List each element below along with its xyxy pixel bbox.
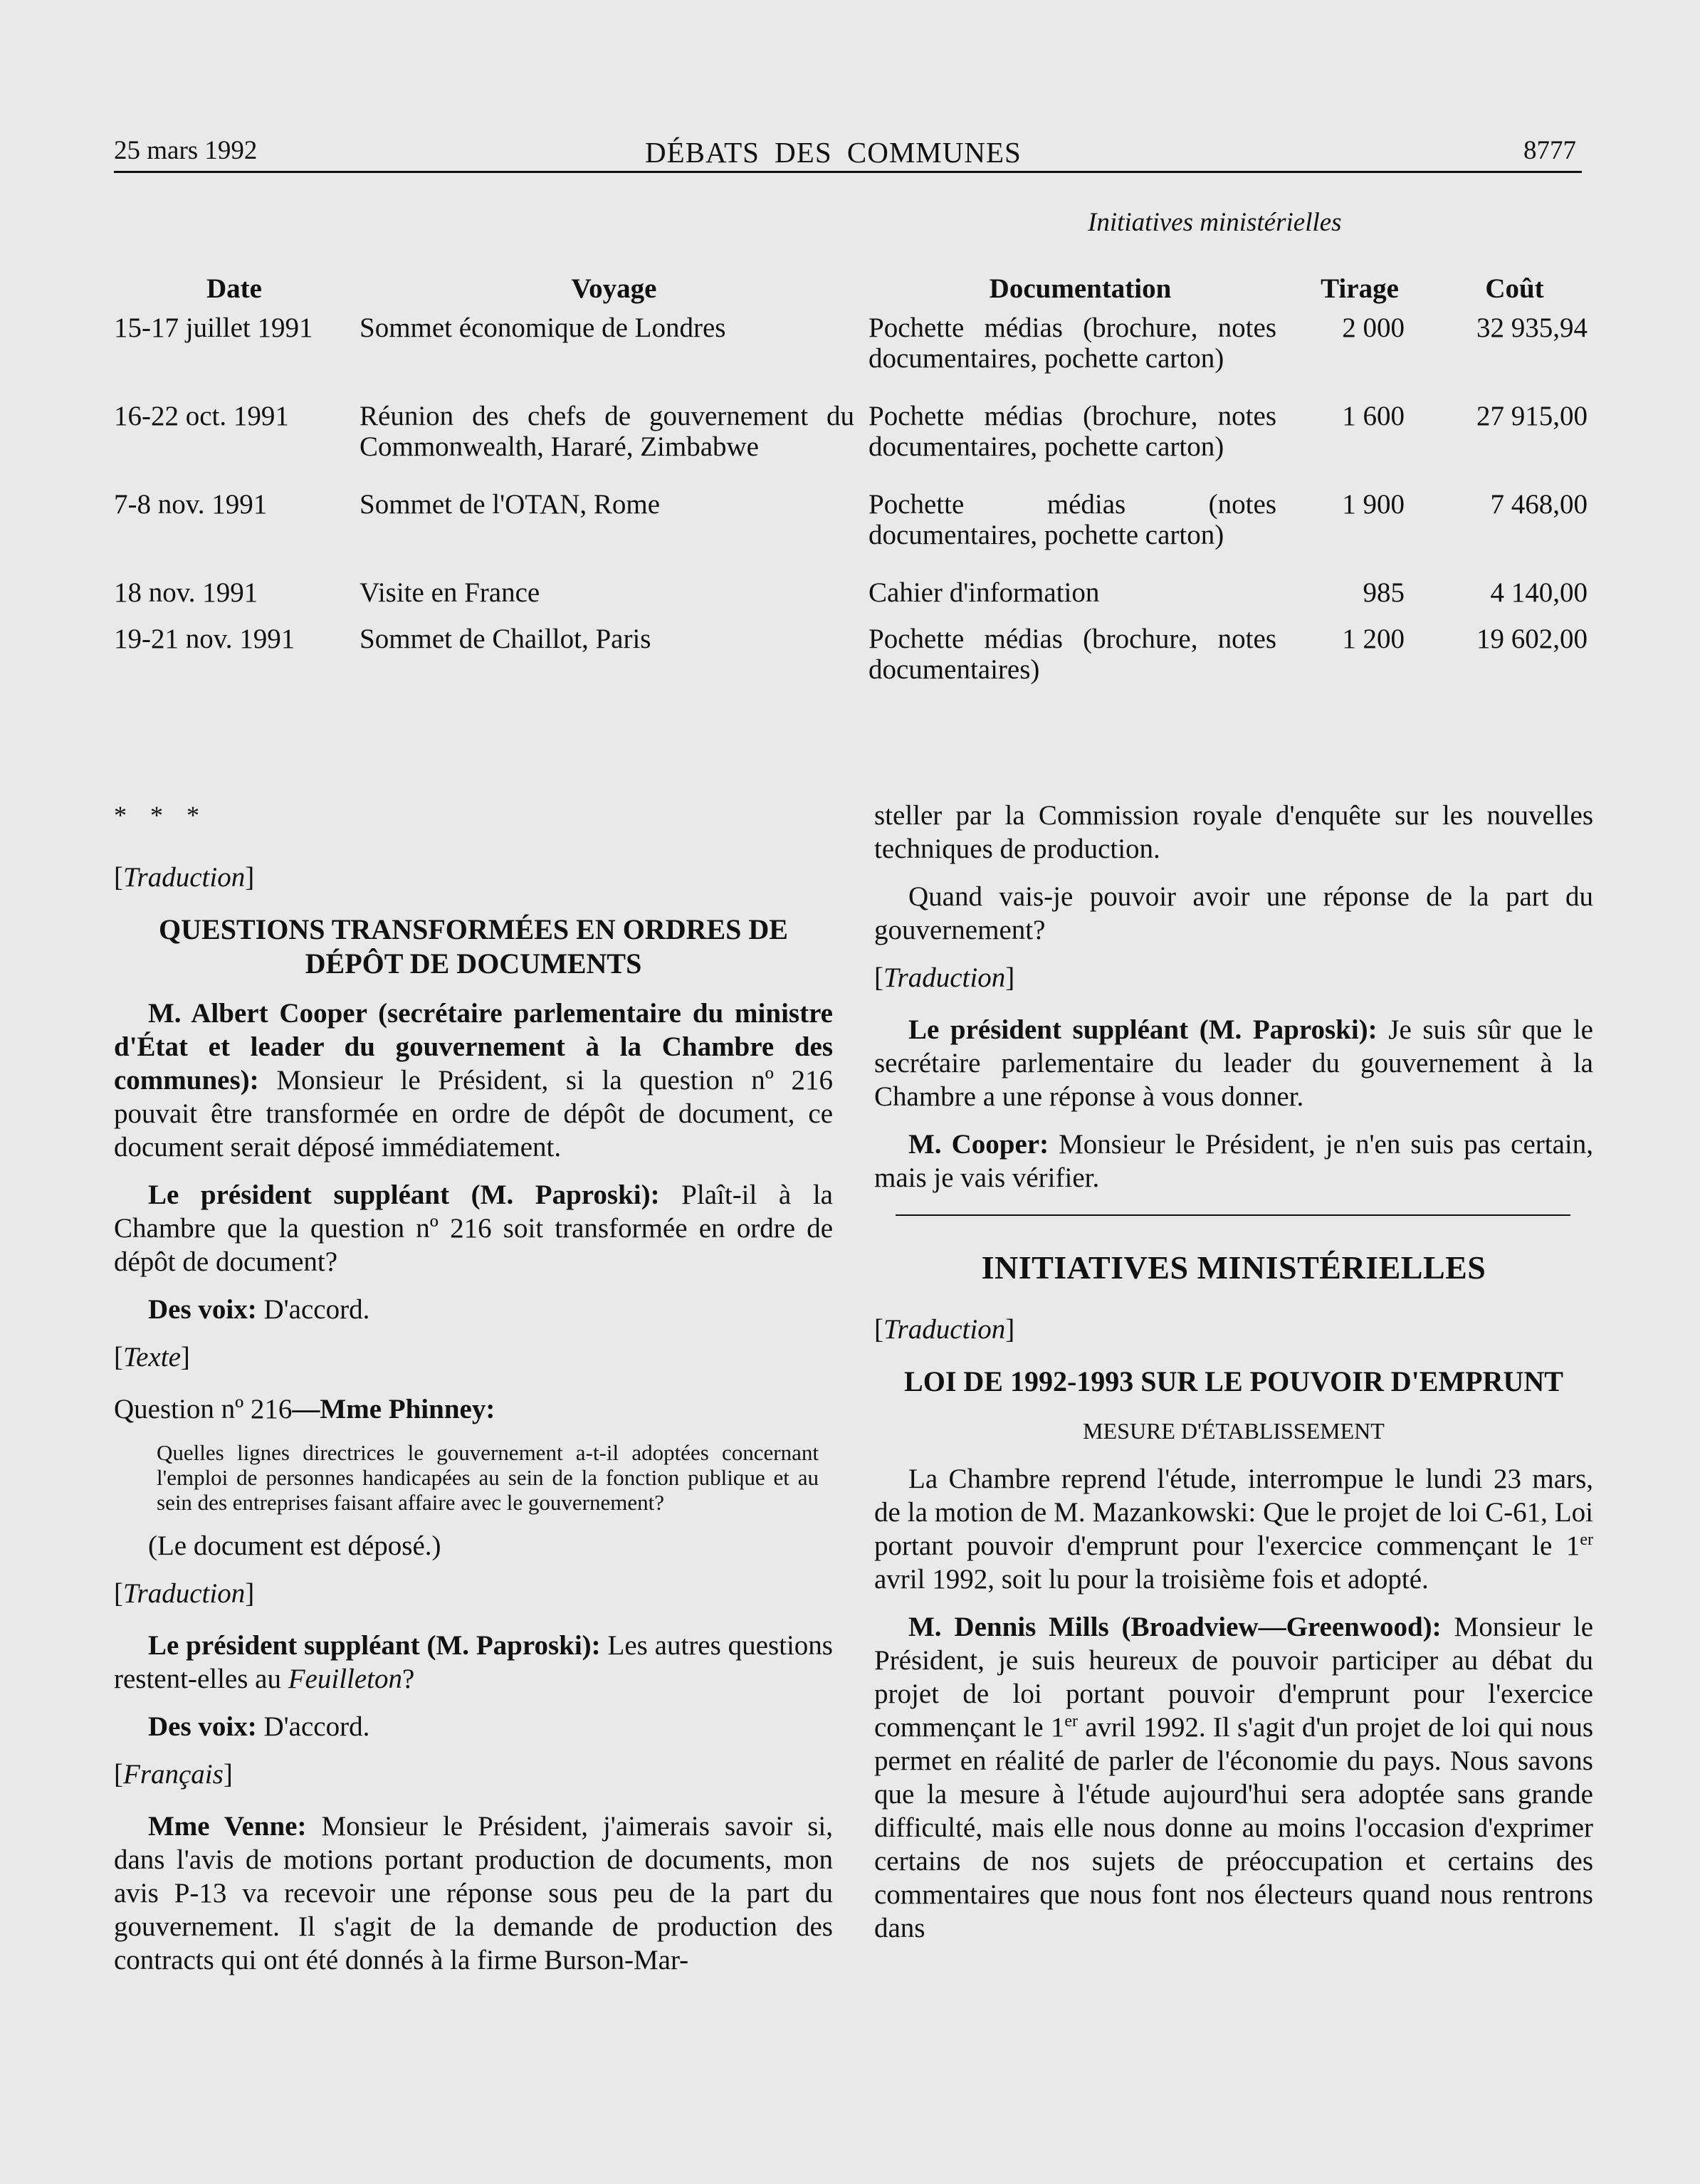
documentation-cell: Pochette médias (brochure, notes documentaires, pochette carton)	[869, 313, 1276, 374]
paragraph: Le président suppléant (M. Paproski): Plaît-il à la Chambre que la question nº 216 soit transformée en ordre de dépôt de document?	[114, 1180, 833, 1277]
section-rule	[896, 1214, 1570, 1216]
paragraph-continuation: steller par la Commission royale d'enquête sur les nouvelles techniques de production.	[874, 800, 1593, 864]
speaker-name: M. Albert Cooper (secrétaire parlementaire du ministre d'État et leader du gouvernement à la Chambre des communes):	[114, 998, 833, 1096]
date-cell: 18 nov. 1991	[114, 577, 258, 608]
left-column	[114, 799, 833, 1977]
speaker-name: M. Dennis Mills (Broadview—Greenwood):	[908, 1612, 1442, 1642]
table-row	[114, 624, 1602, 712]
tirage-cell: 2 000	[1342, 313, 1405, 343]
speaker-name: Le président suppléant (M. Paproski):	[148, 1180, 660, 1210]
voyage-cell: Sommet de l'OTAN, Rome	[360, 489, 661, 520]
table-row	[114, 577, 1602, 624]
header-date: 25 mars 1992	[114, 136, 258, 165]
translation-tag: [Traduction]	[114, 862, 255, 893]
column-header: Tirage	[1321, 273, 1399, 304]
documentation-cell: Pochette médias (brochure, notes documentaires, pochette carton)	[869, 401, 1276, 462]
text-tag: [Texte]	[114, 1342, 190, 1372]
paragraph: M. Dennis Mills (Broadview—Greenwood): Monsieur le Président, je suis heureux de pouvoir participer au débat du projet de loi portant pouvoir d'emprunt pour l'exercice commençant le 1er avril 1992. Il s'agit d'un projet de loi qui nous permet en réalité de parler de l'économie du pays. Nous savons que la mesure à l'étude aujourd'hui sera adoptée sans grande difficulté, mais elle nous donne au moins l'occasion d'exprimer certains de nos sujets de préoccupation et certains des commentaires que nous font nos électeurs quand nous rentrons dans	[874, 1612, 1594, 1943]
paragraph: Mme Venne: Monsieur le Président, j'aimerais savoir si, dans l'avis de motions portant production de documents, mon avis P-13 va recevoir une réponse sous peu de la part du gouvernement. Il s'agit de la demande de production des contracts qui ont été donnés à la firme Burson-Mar-	[114, 1811, 833, 1975]
tirage-cell: 1 900	[1342, 489, 1405, 520]
speaker-name: Mme Venne:	[148, 1811, 307, 1842]
paragraph: Des voix: D'accord.	[148, 1294, 370, 1325]
cout-cell: 7 468,00	[1490, 489, 1588, 520]
question-text: Quelles lignes directrices le gouvernement a-t-il adoptées concernant l'emploi de personnes handicapées au sein de la fonction publique et au sein des entreprises faisant affaire avec le gouvernement?	[157, 1440, 819, 1515]
translation-tag: [Traduction]	[874, 1314, 1015, 1345]
header-rule	[114, 171, 1582, 173]
table-row	[114, 313, 1602, 401]
paragraph: Des voix: D'accord.	[148, 1711, 370, 1742]
section-heading: QUESTIONS TRANSFORMÉES EN ORDRES DE DÉPÔT DE DOCUMENTS	[159, 913, 788, 980]
voyage-cell: Visite en France	[360, 577, 540, 608]
section-stars: * * *	[114, 801, 208, 829]
documentation-cell: Pochette médias (brochure, notes documentaires)	[869, 624, 1276, 685]
question-line: Question nº 216—Mme Phinney:	[114, 1394, 495, 1424]
table-header-row	[114, 263, 1602, 313]
paragraph: La Chambre reprend l'étude, interrompue le lundi 23 mars, de la motion de M. Mazankowski: Que le projet de loi C-61, Loi portant pouvoir d'emprunt pour l'exercice commençant le 1er avril 1992, soit lu pour la troisième fois et adopté.	[874, 1464, 1593, 1595]
column-header: Voyage	[571, 273, 657, 304]
speaker-name: Le président suppléant (M. Paproski):	[148, 1630, 601, 1661]
translation-tag: [Traduction]	[114, 1578, 255, 1609]
tirage-cell: 1 200	[1342, 624, 1405, 654]
speaker-name: Des voix:	[148, 1711, 257, 1742]
right-column	[874, 799, 1593, 1945]
documentation-cell: Cahier d'information	[869, 577, 1100, 608]
date-cell: 16-22 oct. 1991	[114, 401, 289, 431]
tirage-cell: 985	[1363, 577, 1405, 608]
running-title: Initiatives ministérielles	[1088, 208, 1342, 237]
section-title: INITIATIVES MINISTÉRIELLES	[981, 1249, 1486, 1286]
column-header: Documentation	[989, 273, 1172, 304]
paragraph: M. Albert Cooper (secrétaire parlementaire du ministre d'État et leader du gouvernement à la Chambre des communes): Monsieur le Président, si la question nº 216 pouvait être transformée en ordre de dépôt de document, ce document serait déposé immédiatement.	[114, 998, 833, 1162]
table-row	[114, 401, 1602, 489]
paragraph: Le président suppléant (M. Paproski): Je suis sûr que le secrétaire parlementaire du leader du gouvernement à la Chambre a une réponse à vous donner.	[874, 1014, 1593, 1112]
cout-cell: 19 602,00	[1476, 624, 1588, 654]
date-cell: 7-8 nov. 1991	[114, 489, 268, 520]
date-cell: 15-17 juillet 1991	[114, 313, 313, 343]
paragraph: Quand vais-je pouvoir avoir une réponse de la part du gouvernement?	[874, 881, 1593, 945]
tirage-cell: 1 600	[1342, 401, 1405, 431]
column-header: Date	[206, 273, 262, 304]
cout-cell: 4 140,00	[1490, 577, 1588, 608]
documentation-cell: Pochette médias (notes documentaires, pochette carton)	[869, 489, 1276, 550]
cout-cell: 27 915,00	[1476, 401, 1588, 431]
table-row	[114, 489, 1602, 577]
page-number: 8777	[1523, 136, 1576, 165]
paragraph: M. Cooper: Monsieur le Président, je n'en suis pas certain, mais je vais vérifier.	[874, 1129, 1593, 1193]
document-tabled: (Le document est déposé.)	[148, 1531, 441, 1561]
voyage-cell: Sommet économique de Londres	[360, 313, 726, 343]
translation-tag: [Traduction]	[874, 962, 1015, 993]
paragraph: Le président suppléant (M. Paproski): Les autres questions restent-elles au Feuilleton?	[114, 1630, 833, 1694]
travel-documentation-table	[114, 263, 1602, 712]
speaker-name: Des voix:	[148, 1294, 257, 1325]
voyage-cell: Sommet de Chaillot, Paris	[360, 624, 651, 654]
header-title: DÉBATS DES COMMUNES	[645, 136, 1022, 169]
speaker-name: Le président suppléant (M. Paproski):	[908, 1014, 1378, 1045]
date-cell: 19-21 nov. 1991	[114, 624, 295, 654]
bill-subtitle: MESURE D'ÉTABLISSEMENT	[1083, 1418, 1385, 1444]
french-tag: [Français]	[114, 1759, 233, 1790]
speaker-name: M. Cooper:	[908, 1129, 1049, 1160]
bill-title: LOI DE 1992-1993 SUR LE POUVOIR D'EMPRUNT	[904, 1365, 1563, 1397]
cout-cell: 32 935,94	[1476, 313, 1588, 343]
voyage-cell: Réunion des chefs de gouvernement du Commonwealth, Hararé, Zimbabwe	[360, 401, 854, 462]
column-header: Coût	[1485, 273, 1544, 304]
